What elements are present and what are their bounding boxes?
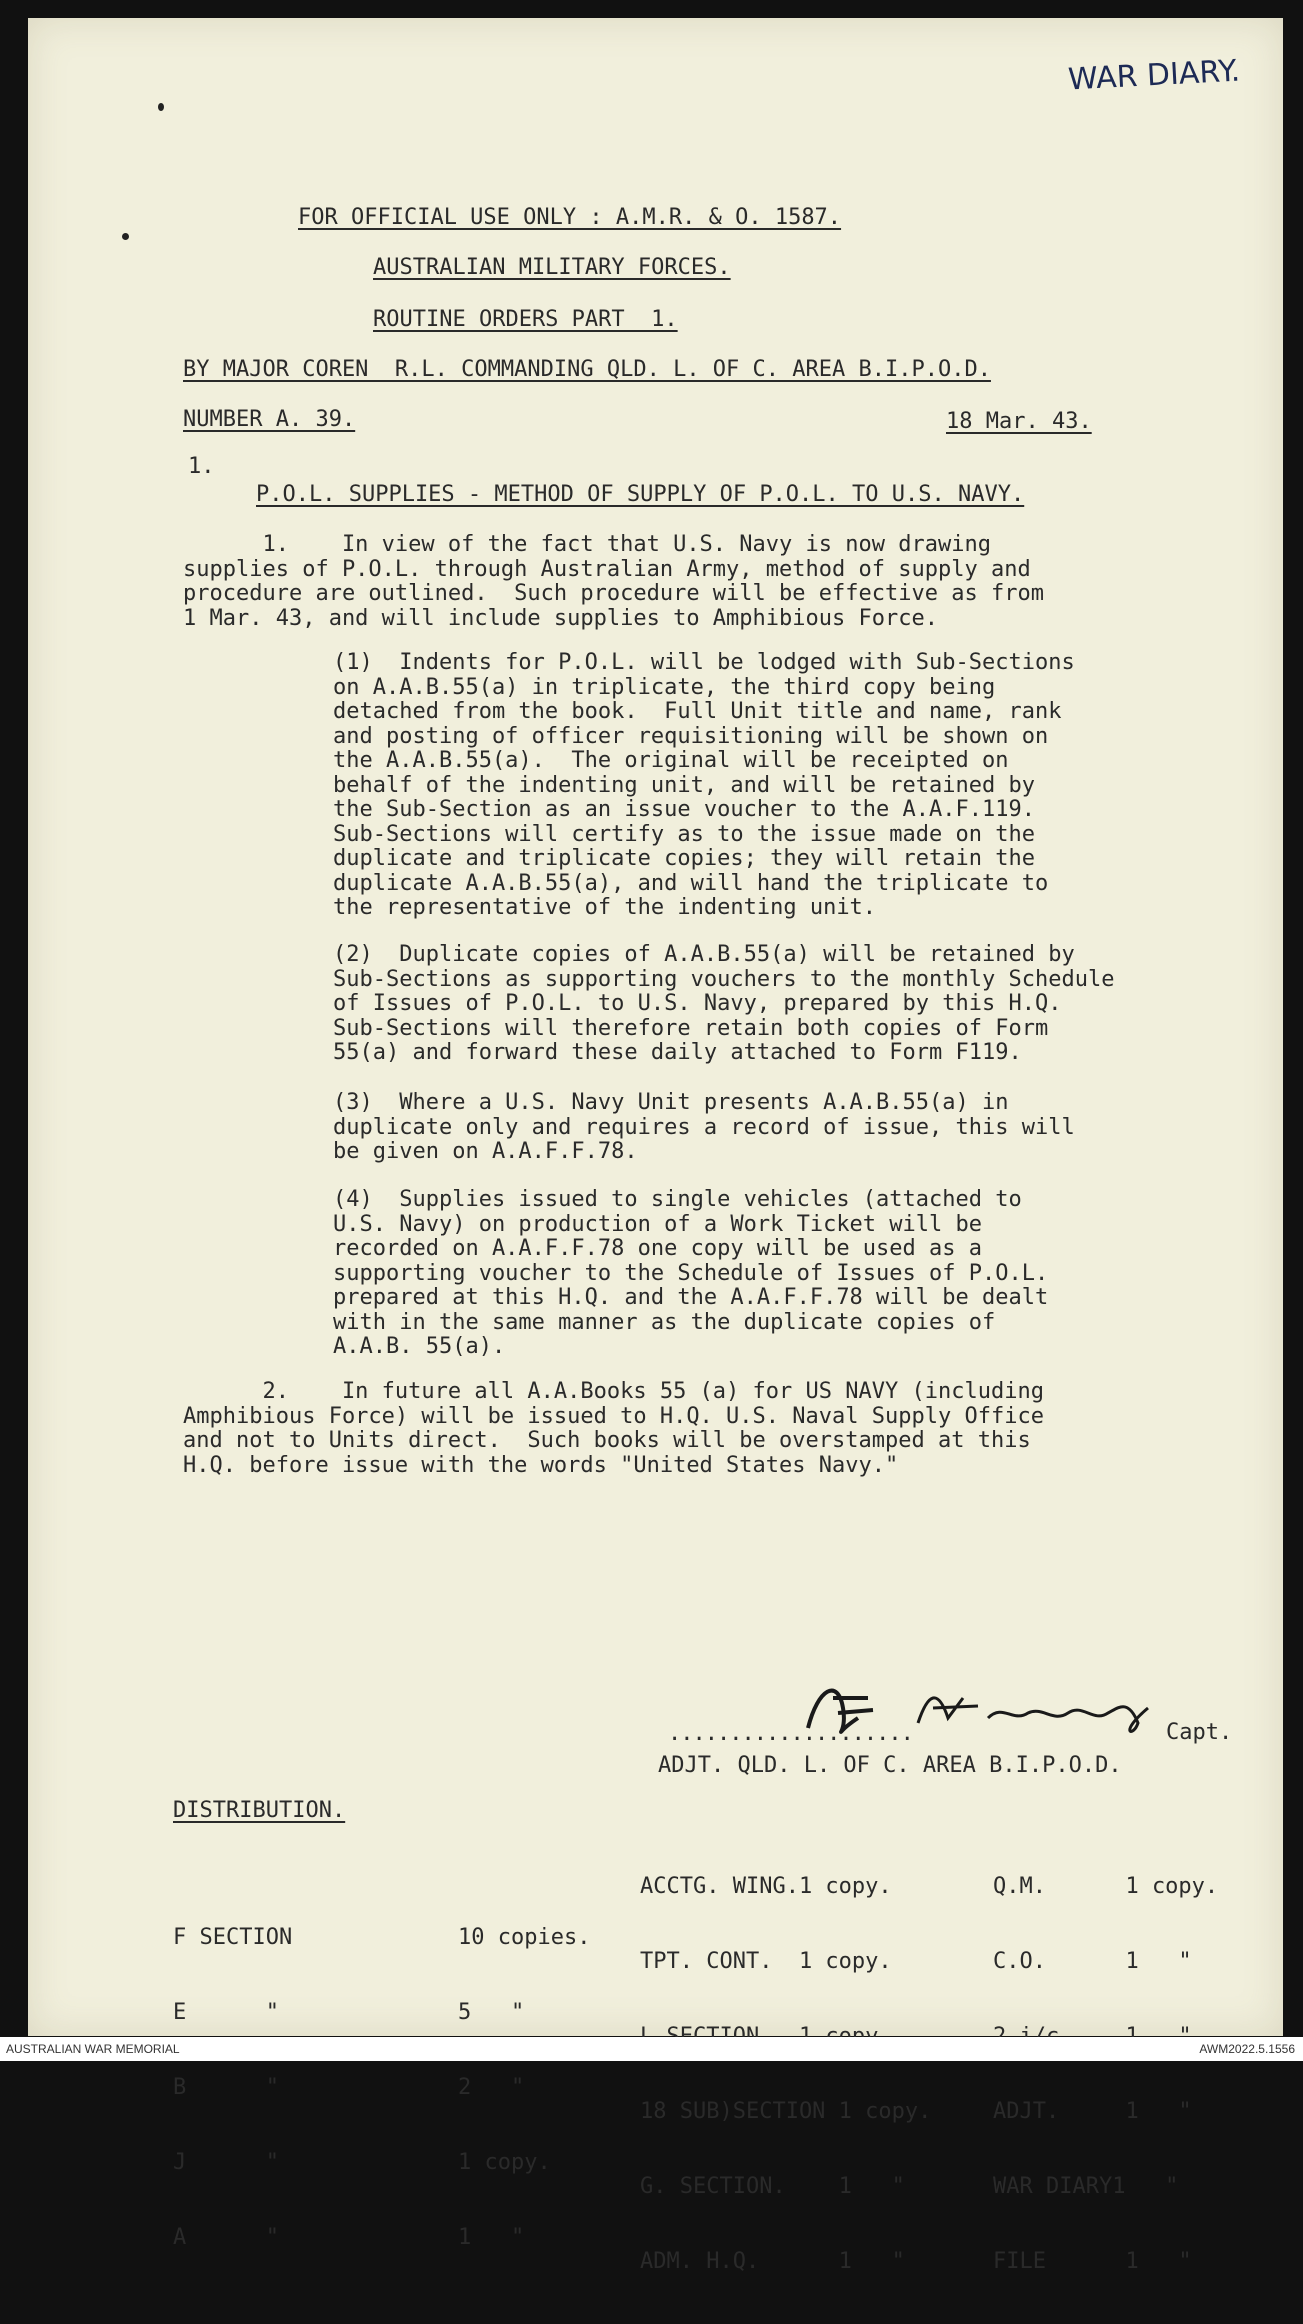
text-line: detached from the book. Full Unit title and name, rank [333,699,1062,724]
paragraph-2 [183,1380,1044,1478]
distribution-row [173,2225,590,2250]
text-line: H.Q. before issue with the words "United States Navy." [183,1452,899,1478]
signature-line: .................... [668,1721,913,1746]
text-line: (1) Indents for P.O.L. will be lodged with Sub-Sections [333,650,1075,675]
text-line: be given on A.A.F.F.78. [333,1139,638,1164]
text-line: of Issues of P.O.L. to U.S. Navy, prepared by this H.Q. [333,991,1062,1016]
archive-footer [0,2037,1303,2061]
distribution-row: 18 SUB)SECTION 1 copy. [640,2099,932,2124]
distribution-row [173,1925,590,1950]
dist-name: J " [173,2150,279,2175]
subparagraph-1 [333,651,1075,921]
dist-qty: 2 " [458,2075,525,2100]
dist-qty: 5 " [458,2000,525,2025]
distribution-row [173,2000,590,2025]
text-line: behalf of the indenting unit, and will be retained by [333,772,1035,798]
text-line: prepared at this H.Q. and the A.A.F.F.78 will be dealt [333,1285,1049,1310]
text-line: (3) Where a U.S. Navy Unit presents A.A.B.55(a) in [333,1090,1009,1115]
signature-title: ADJT. QLD. L. OF C. AREA B.I.P.O.D. [658,1753,1122,1778]
subparagraph-4 [333,1188,1048,1360]
footer-left: AUSTRALIAN WAR MEMORIAL [6,2042,180,2056]
signature-rank: Capt. [1166,1720,1233,1745]
dist-name: B " [173,2075,279,2100]
ink-mark [122,233,129,240]
footer-right: AWM2022.5.1556 [1199,2042,1295,2056]
text-line: duplicate only and requires a record of issue, this will [333,1114,1075,1140]
distribution-col2 [640,1824,931,2324]
order-date: 18 Mar. 43. [946,409,1092,434]
text-line: 1. In view of the fact that U.S. Navy is now drawing [183,532,991,557]
text-line: Amphibious Force) will be issued to H.Q. U.S. Naval Supply Office [183,1403,1044,1429]
text-line: on A.A.B.55(a) in triplicate, the third copy being [333,674,996,700]
text-line: duplicate and triplicate copies; they will retain the [333,846,1035,871]
text-line: 1 Mar. 43, and will include supplies to Amphibious Force. [183,605,938,631]
text-line: and posting of officer requisitioning will be shown on [333,723,1049,749]
text-line: the representative of the indenting unit. [333,895,877,920]
text-line: U.S. Navy) on production of a Work Ticket will be [333,1211,983,1237]
distribution-row: WAR DIARY1 " [993,2174,1179,2199]
distribution-col3 [993,1824,1218,2324]
text-line: the Sub-Section as an issue voucher to the A.A.F.119. [333,797,1035,822]
text-line: procedure are outlined. Such procedure will be effective as from [183,581,1044,606]
text-line: (2) Duplicate copies of A.A.B.55(a) will be retained by [333,942,1075,967]
distribution-row: G. SECTION. 1 " [640,2174,905,2199]
section-number: 1. [188,454,215,479]
dist-name: A " [173,2225,279,2250]
header-line1: FOR OFFICIAL USE ONLY : A.M.R. & O. 1587. [298,205,842,230]
text-line: (4) Supplies issued to single vehicles (attached to [333,1187,1022,1212]
text-line: with in the same manner as the duplicate copies of [333,1309,996,1335]
distribution-heading: DISTRIBUTION. [173,1798,346,1823]
distribution-row: Q.M. 1 copy. [993,1874,1219,1899]
text-line: and not to Units direct. Such books will be overstamped at this [183,1428,1031,1453]
distribution-col1 [173,1875,590,2300]
order-number: NUMBER A. 39. [183,407,356,432]
distribution-row: C.O. 1 " [993,1949,1192,1974]
text-line: Sub-Sections will therefore retain both copies of Form [333,1015,1049,1041]
paragraph-1 [183,533,1044,631]
text-line: the A.A.B.55(a). The original will be receipted on [333,748,1009,773]
dist-qty: 1 copy. [458,2150,551,2175]
dist-qty: 1 " [458,2225,525,2250]
text-line: 2. In future all A.A.Books 55 (a) for US NAVY (including [183,1379,1044,1404]
distribution-row: ADM. H.Q. 1 " [640,2249,905,2274]
section-title: P.O.L. SUPPLIES - METHOD OF SUPPLY OF P.O.L. TO U.S. NAVY. [256,482,1025,507]
header-line2: AUSTRALIAN MILITARY FORCES. [373,255,731,280]
ink-mark [158,103,164,111]
text-line: Sub-Sections as supporting vouchers to the monthly Schedule [333,966,1115,992]
dist-qty: 10 copies. [458,1925,591,1950]
header-line3: ROUTINE ORDERS PART 1. [373,307,678,332]
text-line: A.A.B. 55(a). [333,1334,506,1359]
distribution-row: ADJT. 1 " [993,2099,1192,2124]
distribution-row [173,2075,590,2100]
dist-name: E " [173,2000,279,2025]
dist-name: F SECTION [173,1925,293,1950]
text-line: 55(a) and forward these daily attached to Form F119. [333,1040,1022,1065]
text-line: recorded on A.A.F.F.78 one copy will be used as a [333,1236,983,1261]
distribution-row [173,2150,590,2175]
subparagraph-3 [333,1091,1075,1165]
distribution-row: FILE 1 " [993,2249,1192,2274]
text-line: duplicate A.A.B.55(a), and will hand the triplicate to [333,870,1049,896]
handwritten-note: WAR DIARY. [1067,53,1241,98]
header-line4: BY MAJOR COREN R.L. COMMANDING QLD. L. OF C. AREA B.I.P.O.D. [183,357,991,382]
distribution-row: ACCTG. WING.1 copy. [640,1874,892,1899]
text-line: Sub-Sections will certify as to the issue made on the [333,821,1035,847]
distribution-row: TPT. CONT. 1 copy. [640,1949,892,1974]
subparagraph-2 [333,943,1114,1066]
text-line: supplies of P.O.L. through Australian Army, method of supply and [183,556,1031,582]
text-line: supporting voucher to the Schedule of Issues of P.O.L. [333,1260,1049,1286]
